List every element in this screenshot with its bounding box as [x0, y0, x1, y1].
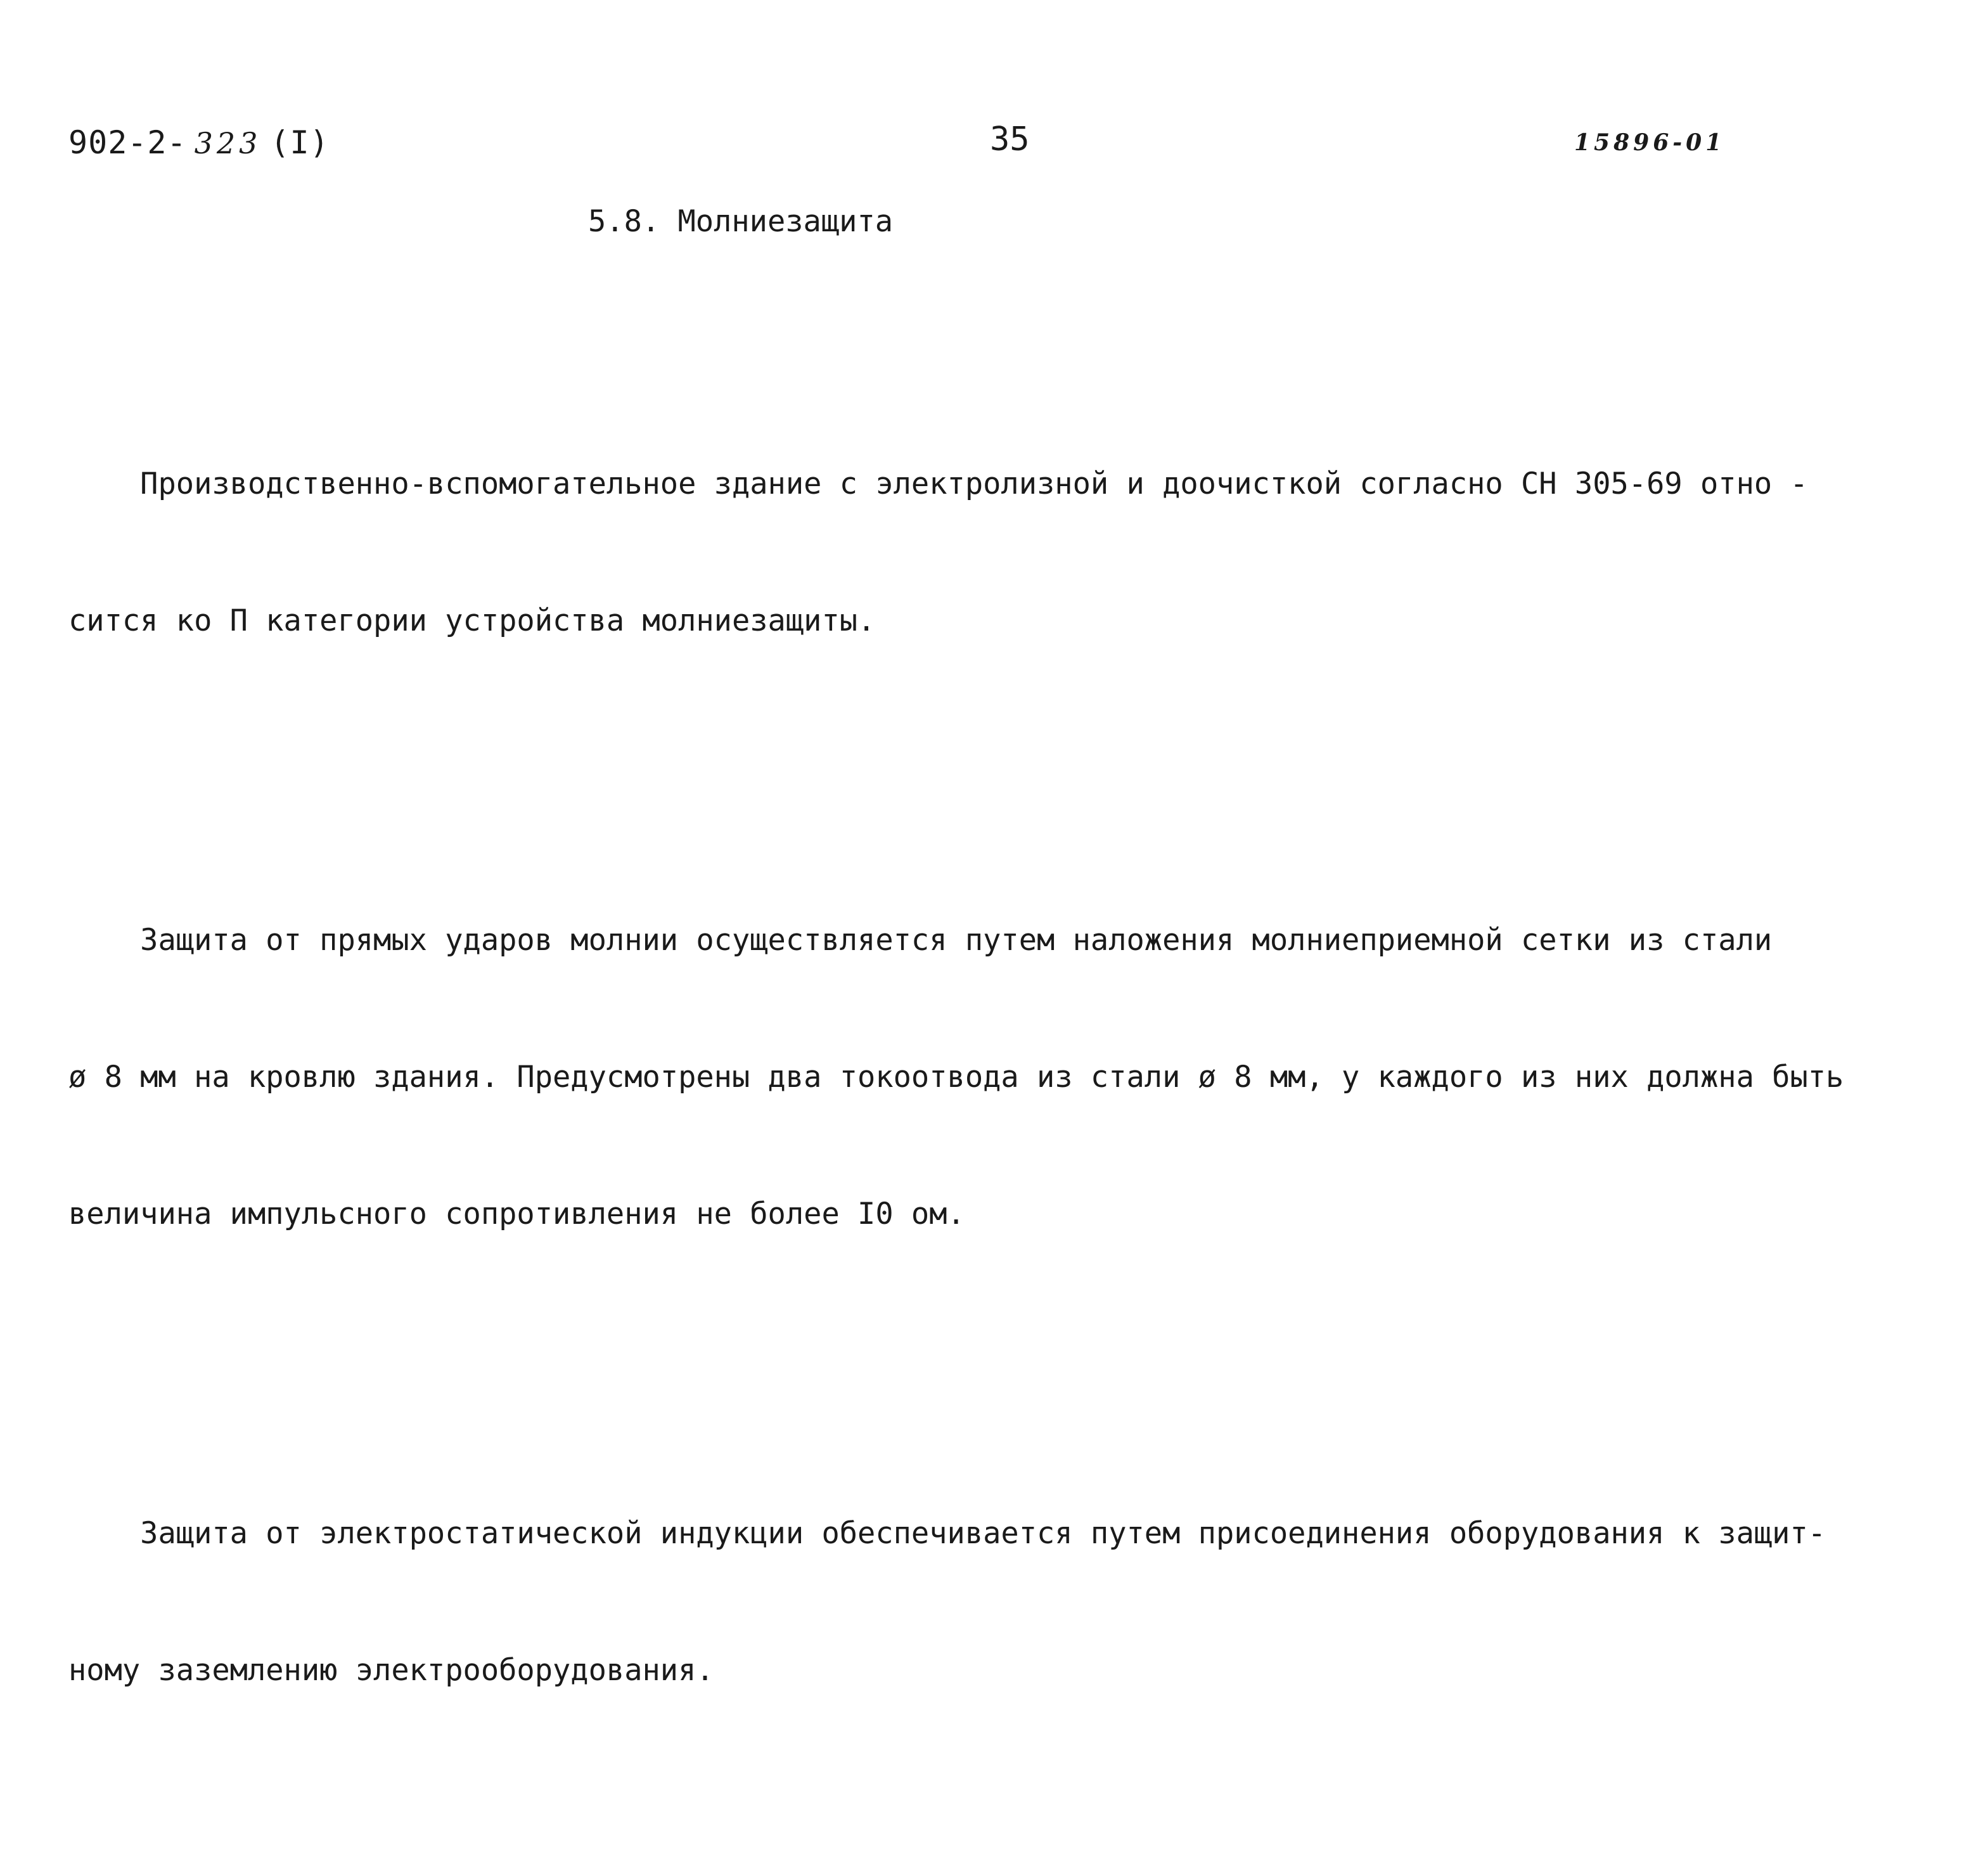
document-code-handwritten: 323 — [194, 126, 262, 160]
document-code — [68, 124, 330, 161]
text-line: ø 8 мм на кровлю здания. Предусмотрены два токоотвода из стали ø 8 мм, у каждого из них должна быть — [68, 1060, 1844, 1095]
text-line: величина импульсного сопротивления не более I0 ом. — [68, 1197, 965, 1231]
text-line: ному заземлению электрооборудования. — [68, 1653, 714, 1688]
text-line: Защита от прямых ударов молнии осуществляется путем наложения молниеприемной сетки из стали — [68, 923, 1773, 958]
paragraph — [68, 1420, 1925, 1785]
text-line: Производственно-вспомогательное здание с электролизной и доочисткой согласно СН 305-69 отно - — [68, 466, 1808, 501]
paragraph — [68, 370, 1925, 735]
text-line: сится ко П категории устройства молниезащиты. — [68, 603, 876, 638]
paragraph — [68, 826, 1925, 1328]
page-number: 35 — [990, 120, 1030, 158]
body-text — [68, 279, 1925, 1876]
document-code-prefix: 902-2- — [68, 124, 187, 161]
text-line: Защита от электростатической индукции обеспечивается путем присоединения оборудования к защит- — [68, 1516, 1826, 1551]
inventory-number: 15896-01 — [1574, 129, 1726, 156]
section-title: 5.8. Молниезащита — [588, 204, 894, 239]
document-code-suffix: (I) — [270, 124, 330, 161]
